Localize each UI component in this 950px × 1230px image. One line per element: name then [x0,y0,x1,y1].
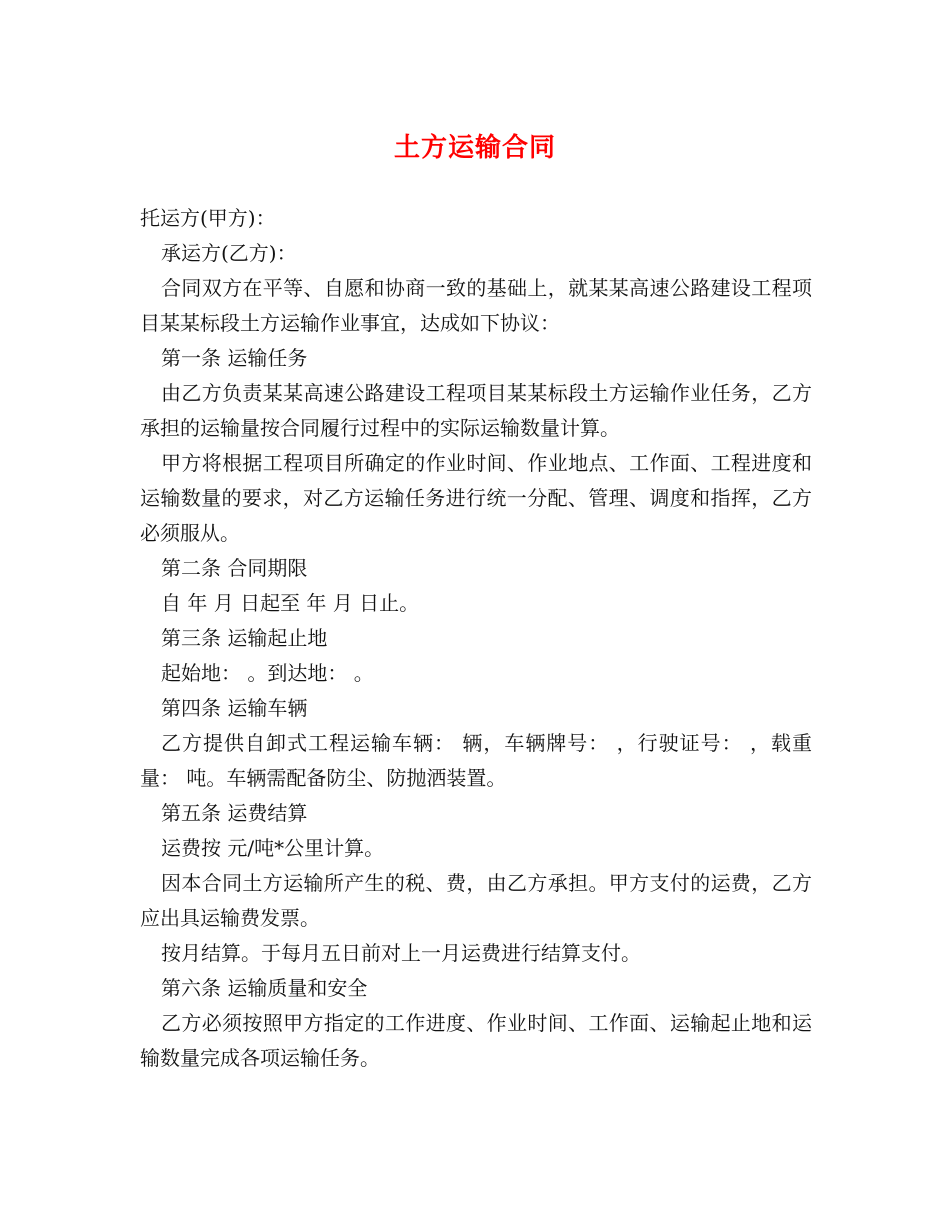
article-6-paragraph: 乙方必须按照甲方指定的工作进度、作业时间、工作面、运输起止地和运输数量完成各项运输任务。 [140,1011,812,1070]
article-1-paragraph-1: 由乙方负责某某高速公路建设工程项目某某标段土方运输作业任务，乙方承担的运输量按合同履行过程中的实际运输数量计算。 [140,381,812,440]
paragraph-party-a: 托运方(甲方)： [140,206,276,230]
document-body [140,201,812,1076]
article-6-heading: 第六条 运输质量和安全 [161,976,368,1000]
paragraph-preamble: 合同双方在平等、自愿和协商一致的基础上，就某某高速公路建设工程项目某某标段土方运输作业事宜，达成如下协议： [140,276,812,335]
article-4-heading: 第四条 运输车辆 [161,696,308,720]
article-5-heading: 第五条 运费结算 [161,801,308,825]
article-3-heading: 第三条 运输起止地 [161,626,328,650]
article-3-paragraph: 起始地： 。到达地： 。 [161,661,374,685]
article-5-paragraph-3: 按月结算。于每月五日前对上一月运费进行结算支付。 [161,941,641,965]
document-title: 土方运输合同 [393,133,556,163]
paragraph-party-b: 承运方(乙方)： [161,241,297,265]
article-1-heading: 第一条 运输任务 [161,346,308,370]
article-2-paragraph: 自 年 月 日起至 年 月 日止。 [161,591,420,615]
article-4-paragraph: 乙方提供自卸式工程运输车辆： 辆，车辆牌号： ，行驶证号： ，载重量： 吨。车辆需配备防尘、防抛洒装置。 [140,731,812,790]
article-1-paragraph-2: 甲方将根据工程项目所确定的作业时间、作业地点、工作面、工程进度和运输数量的要求，对乙方运输任务进行统一分配、管理、调度和指挥，乙方必须服从。 [140,451,812,545]
article-5-paragraph-2: 因本合同土方运输所产生的税、费，由乙方承担。甲方支付的运费，乙方应出具运输费发票。 [140,871,812,930]
article-2-heading: 第二条 合同期限 [161,556,308,580]
article-5-paragraph-1: 运费按 元/吨*公里计算。 [161,836,385,860]
